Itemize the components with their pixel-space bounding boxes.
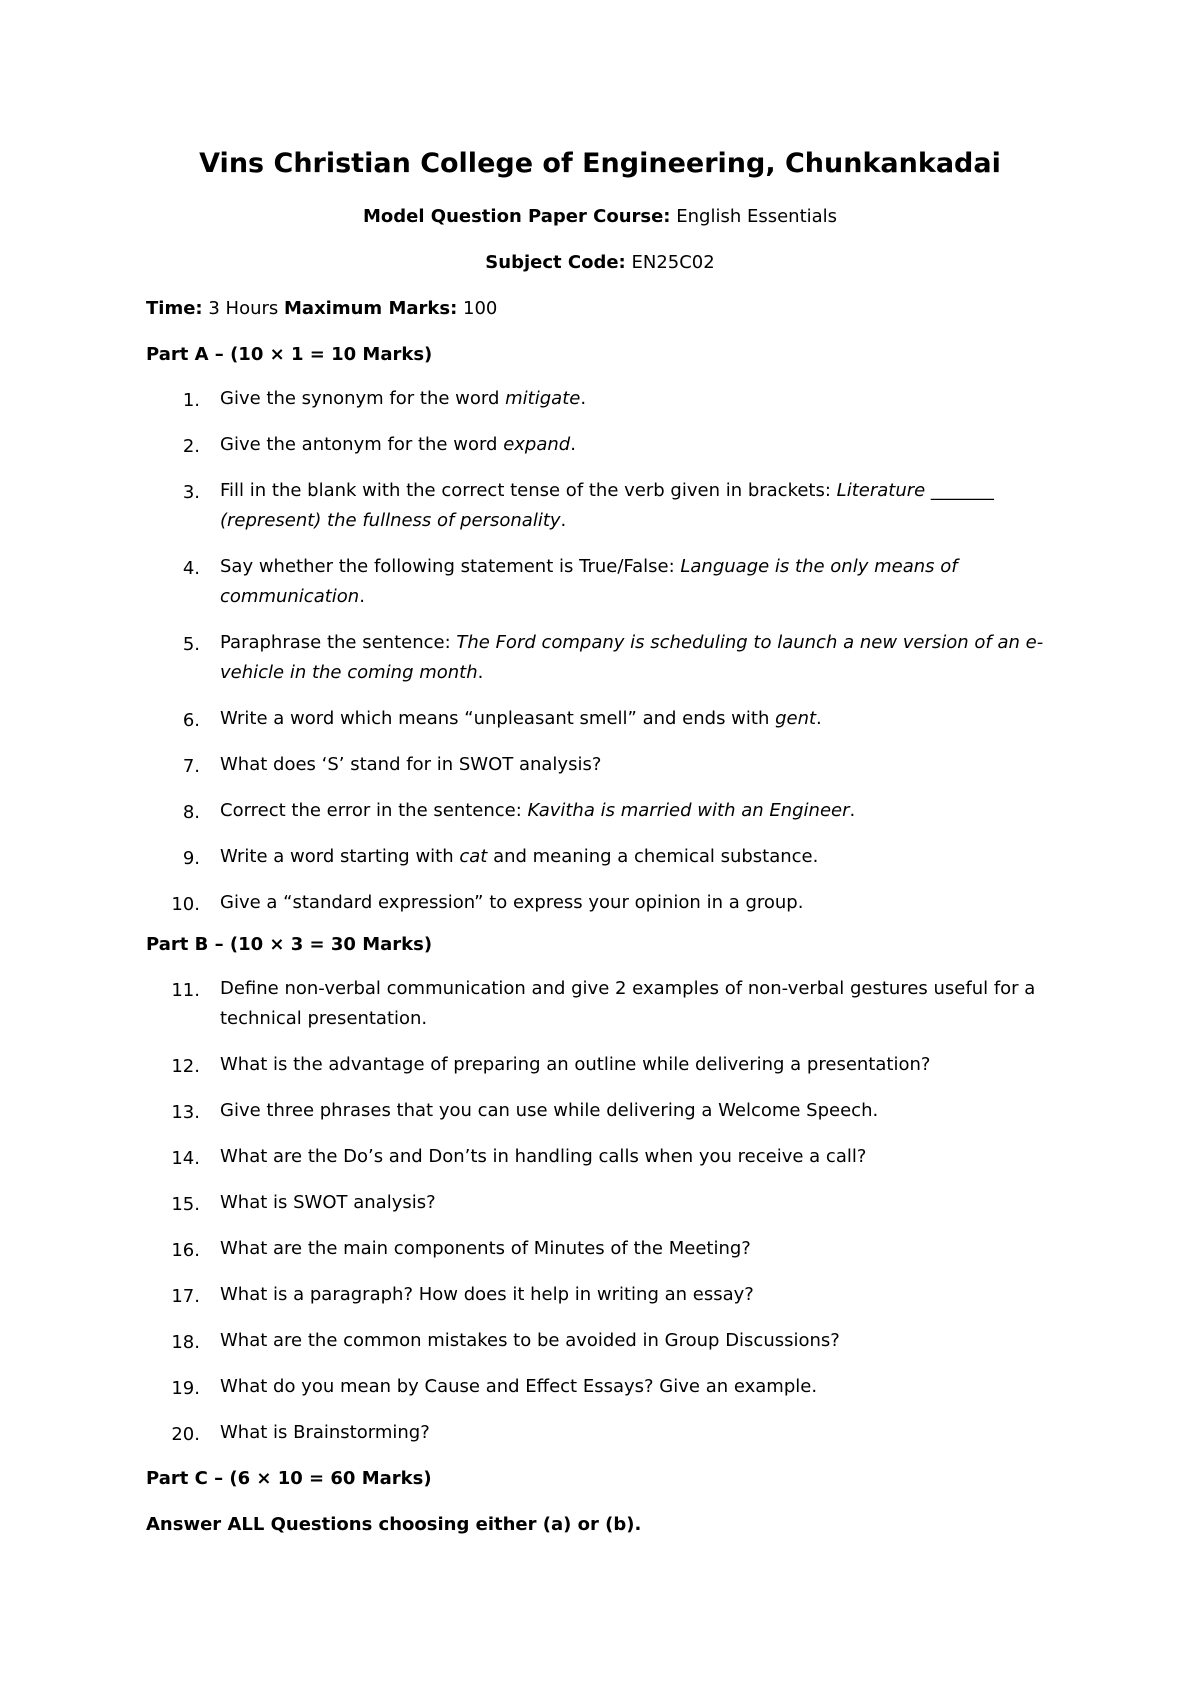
question-text [220,430,1050,460]
question-italic-text: expand [503,434,571,455]
subject-code-label: Subject Code: [485,252,626,273]
question-number: 1. [182,390,200,411]
question-number: 18. [171,1332,200,1353]
question-plain-text: Write a word which means “unpleasant smell” and ends with [220,708,776,729]
question-plain-text: . [570,434,576,455]
question-text [220,1050,1050,1080]
question-number: 20. [171,1424,200,1445]
question-plain-text: What is Brainstorming? [220,1422,430,1443]
question-text [220,1372,1050,1402]
question-plain-text: . [477,662,484,683]
question-text [220,476,1050,536]
question-italic-text: Literature _______ (represent) the fullness of personality [220,480,994,531]
question-text [220,384,1050,414]
question-number: 11. [171,980,200,1001]
question-text [220,1188,1050,1218]
question-number: 10. [171,894,200,915]
question-plain-text: Give the synonym for the word [220,388,506,409]
max-marks-label: Maximum Marks: [284,298,458,319]
part-c-heading: Part C – (6 × 10 = 60 Marks) [146,1468,432,1489]
question-text [220,552,1050,612]
question-text [220,1280,1050,1310]
question-plain-text: Give three phrases that you can use while delivering a Welcome Speech. [220,1100,879,1121]
question-plain-text: . [849,800,856,821]
question-italic-text: cat [459,846,488,867]
time-label: Time: [146,298,203,319]
question-text [220,1234,1050,1264]
question-text [220,1142,1050,1172]
question-number: 5. [182,634,200,655]
question-italic-text: The Ford company is scheduling to launch a new version of an e-vehicle in the coming month [220,632,1044,683]
question-plain-text: Give the antonym for the word [220,434,504,455]
question-number: 15. [171,1194,200,1215]
question-number: 9. [182,848,200,869]
question-plain-text: and meaning a chemical substance. [487,846,819,867]
question-text [220,1326,1050,1356]
question-number: 3. [182,482,200,503]
college-title: Vins Christian College of Engineering, Chunkankadai [199,148,1001,179]
question-plain-text: . [560,510,567,531]
question-plain-text: Fill in the blank with the correct tense of the verb given in brackets: [220,480,837,501]
time-marks-line [146,298,497,319]
question-text [220,750,1050,780]
question-text [220,1096,1050,1126]
question-plain-text: Say whether the following statement is True/False: [220,556,681,577]
course-name: English Essentials [676,206,838,227]
question-text [220,704,1050,734]
question-number: 4. [182,558,200,579]
question-number: 8. [182,802,200,823]
part-c-instruction: Answer ALL Questions choosing either (a) or (b). [146,1514,642,1535]
question-plain-text: . [580,388,587,409]
time-value: 3 Hours [208,298,279,319]
question-text [220,974,1050,1034]
question-number: 2. [182,436,200,457]
question-number: 13. [171,1102,200,1123]
question-plain-text: . [816,708,822,729]
subject-code: EN25C02 [631,252,715,273]
question-text [220,888,1050,918]
question-plain-text: What is SWOT analysis? [220,1192,436,1213]
max-marks-value: 100 [463,298,498,319]
question-plain-text: What are the common mistakes to be avoided in Group Discussions? [220,1330,840,1351]
question-number: 17. [171,1286,200,1307]
question-number: 12. [171,1056,200,1077]
paper-label: Model Question Paper Course: [362,206,671,227]
question-italic-text: Kavitha is married with an Engineer [527,800,850,821]
part-a-heading: Part A – (10 × 1 = 10 Marks) [146,344,433,365]
question-number: 14. [171,1148,200,1169]
question-italic-text: mitigate [505,388,581,409]
question-plain-text: What are the main components of Minutes of the Meeting? [220,1238,751,1259]
question-plain-text: Give a “standard expression” to express your opinion in a group. [220,892,804,913]
question-plain-text: What is the advantage of preparing an outline while delivering a presentation? [220,1054,931,1075]
question-italic-text: gent [775,708,817,729]
question-number: 16. [171,1240,200,1261]
question-text [220,628,1050,688]
question-number: 7. [182,756,200,777]
question-plain-text: What are the Do’s and Don’ts in handling calls when you receive a call? [220,1146,867,1167]
question-plain-text: Paraphrase the sentence: [220,632,457,653]
question-plain-text: . [359,586,365,607]
question-number: 19. [171,1378,200,1399]
question-plain-text: Correct the error in the sentence: [220,800,528,821]
question-text [220,1418,1050,1448]
question-italic-text: Language is the only means of communication [220,556,958,607]
question-plain-text: What do you mean by Cause and Effect Essays? Give an example. [220,1376,818,1397]
subject-code-line [0,252,1200,273]
question-number: 6. [182,710,200,731]
paper-course-line [0,206,1200,227]
question-text [220,796,1050,826]
part-b-heading: Part B – (10 × 3 = 30 Marks) [146,934,433,955]
question-plain-text: Write a word starting with [220,846,460,867]
question-text [220,842,1050,872]
question-plain-text: What does ‘S’ stand for in SWOT analysis? [220,754,602,775]
question-plain-text: What is a paragraph? How does it help in writing an essay? [220,1284,754,1305]
question-plain-text: Define non-verbal communication and give 2 examples of non-verbal gestures useful for a technical presentation. [220,978,1036,1029]
